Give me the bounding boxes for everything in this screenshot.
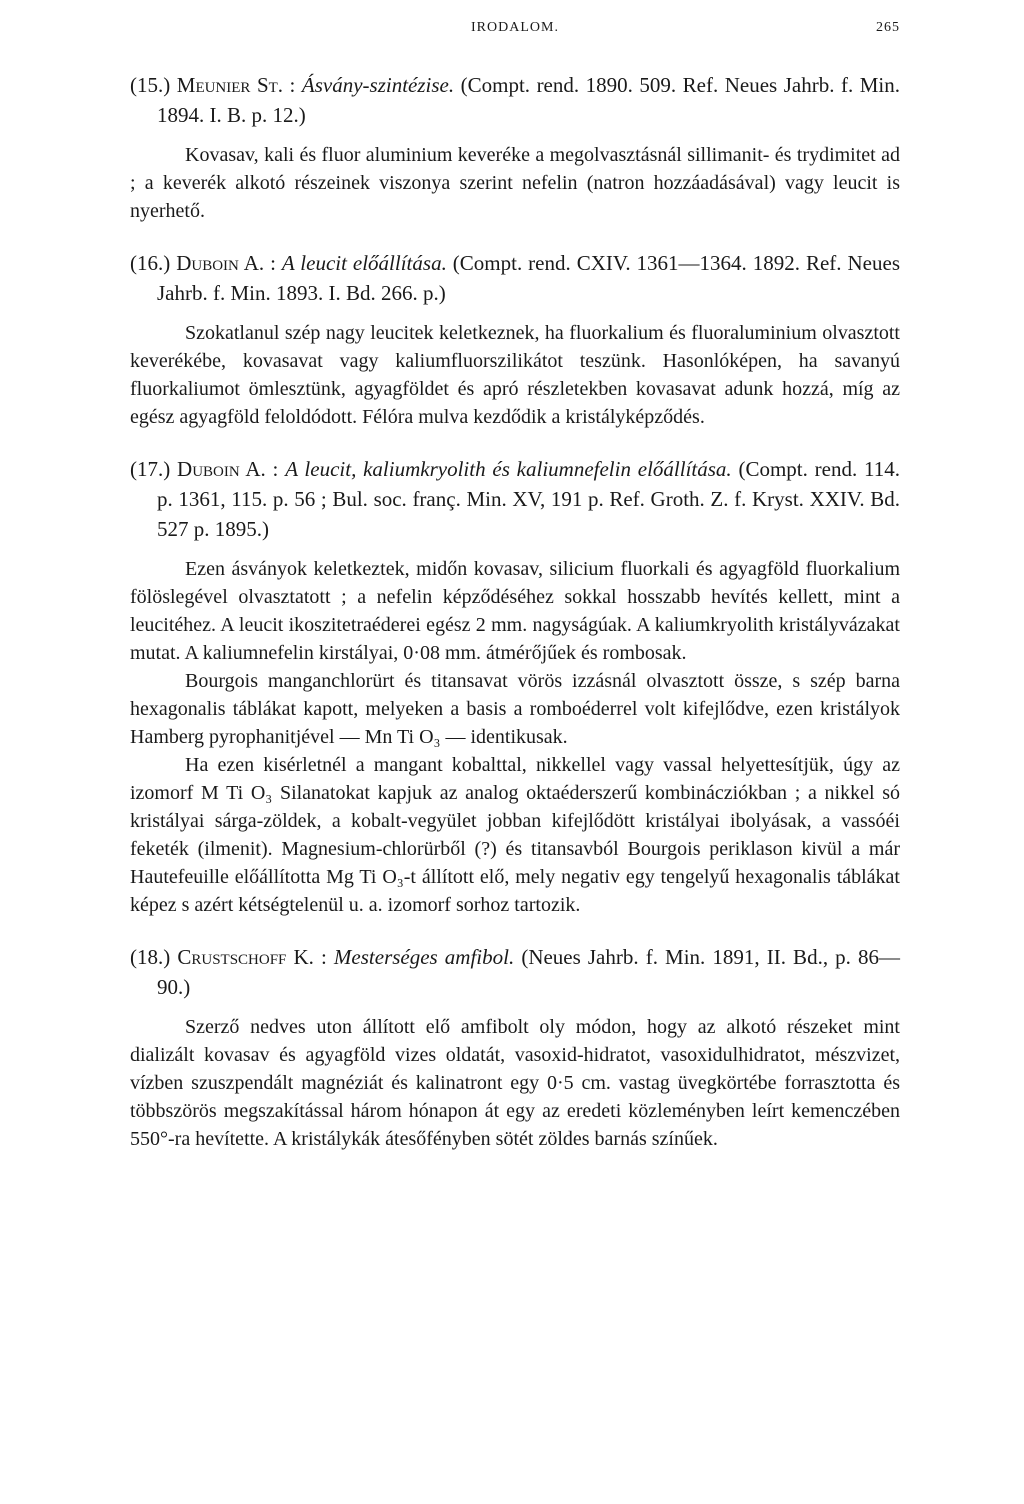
reference-author: Meunier St.: [176, 73, 284, 97]
reference-citation: (Compt. rend. 114. p. 1361, 115. p. 56 ; Bul. soc. franç. Min. XV, 191 p. Ref. Groth. Z. f. Kryst. XXIV. Bd. 527 p. 1895.): [157, 457, 901, 541]
page-number: 265: [876, 20, 900, 35]
reference-number: (16.): [130, 251, 171, 275]
reference-title: A leucit, kaliumkryolith és kaliumnefelin előállítása.: [285, 457, 732, 481]
reference-title: Mesterséges amfibol.: [333, 945, 515, 969]
reference-entry: [130, 454, 900, 919]
reference-number: (17.): [130, 457, 171, 481]
reference-title: Ásvány-szintézise.: [301, 73, 455, 97]
reference-author: Duboin A.: [177, 457, 266, 481]
reference-number: (18.): [130, 945, 171, 969]
running-title: IRODALOM.: [471, 20, 559, 35]
reference-citation: (Compt. rend. CXIV. 1361—1364. 1892. Ref. Neues Jahrb. f. Min. 1893. I. Bd. 266. p.): [157, 251, 900, 305]
reference-entry: [130, 248, 900, 431]
abstract-paragraph: Ezen ásványok keletkeztek, midőn kovasav, silicium fluorkali és agyagföld fluorkalium fölöslegével olvasztatott ; a nefelin képződéséhez sokkal hosszabb hevítés kellett, mint a leucitéhez. A leucit ikoszitetraéderei egész 2 mm. nagyságúak. A kaliumkryolith kristályvázakat mutat. A kaliumnefelin kirstályai, 0·08 mm. átmérőjűek és rombosak.: [130, 558, 900, 664]
reference-author: Duboin A.: [176, 251, 265, 275]
reference-title: A leucit előállítása.: [281, 251, 447, 275]
reference-heading: (16.) Duboin A. : A leucit előállítása. (Compt. rend. CXIV. 1361—1364. 1892. Ref. Neues Jahrb. f. Min. 1893. I. Bd. 266. p.): [130, 251, 900, 305]
abstract-paragraph: Szokatlanul szép nagy leucitek keletkeznek, ha fluorkalium és fluoraluminium olvasztott keverékébe, kovasavat vagy kaliumfluorszilikátot teszünk. Hasonlóképen, ha savanyú fluorkaliumot ömlesztünk, agyagföldet és apró részletekben kovasavat adunk hozzá, míg az egész agyagföld feloldódott. Félóra mulva kezdődik a kristályképződés.: [130, 322, 900, 428]
running-head: [130, 20, 900, 44]
abstract-paragraph: Ha ezen kisérletnél a mangant kobalttal, nikkellel vagy vassal helyettesítjük, úgy az izomorf M Ti O₃ Silanatokat kapjuk az analog oktaéderszerű kombinácziókban ; a nikkel só kristályai sárga-zöldek, a kobalt-vegyület jobban kifejlődött kristályai ibolyásak, a vassóéi feketék (ilmenit). Magnesium-chlorürből (?) és titansavból Bourgois periklason kivül a már Hautefeuille előállította Mg Ti O₃-t állított elő, mely negativ egy tengelyű hexagonalis táblákat képez s azért kétségtelenül u. a. izomorf sorhoz tartozik.: [130, 754, 900, 916]
reference-heading: (17.) Duboin A. : A leucit, kaliumkryolith és kaliumnefelin előállítása. (Compt. rend. 114. p. 1361, 115. p. 56 ; Bul. soc. franç. Min. XV, 191 p. Ref. Groth. Z. f. Kryst. XXIV. Bd. 527 p. 1895.): [130, 457, 901, 541]
reference-author: Crustschoff K.: [177, 945, 314, 969]
reference-citation: (Neues Jahrb. f. Min. 1891, II. Bd., p. 86—90.): [157, 945, 900, 999]
reference-citation: (Compt. rend. 1890. 509. Ref. Neues Jahrb. f. Min. 1894. I. B. p. 12.): [157, 73, 900, 127]
abstract-paragraph: Kovasav, kali és fluor aluminium keveréke a megolvasztásnál sillimanit- és trydimitet ad ; a keverék alkotó részeinek viszonya szerint nefelin (natron hozzáadásával) vagy leucit is nyerhető.: [130, 144, 900, 222]
reference-entry: [130, 70, 900, 225]
reference-number: (15.): [130, 73, 171, 97]
reference-heading: (15.) Meunier St. : Ásvány-szintézise. (Compt. rend. 1890. 509. Ref. Neues Jahrb. f. Min. 1894. I. B. p. 12.): [130, 73, 900, 127]
body-text: [130, 70, 900, 1176]
abstract-paragraph: Bourgois manganchlorürt és titansavat vörös izzásnál olvasztott össze, s szép barna hexagonalis táblákat kapott, melyeken a basis a romboéderrel volt kifejlődve, ezen kristályok Hamberg pyrophanitjével — Mn Ti O₃ — identikusak.: [130, 670, 900, 748]
reference-heading: (18.) Crustschoff K. : Mesterséges amfibol. (Neues Jahrb. f. Min. 1891, II. Bd., p. 86—90.): [130, 945, 900, 999]
reference-entry: [130, 942, 900, 1153]
abstract-paragraph: Szerző nedves uton állított elő amfibolt oly módon, hogy az alkotó részeket mint dializált kovasav és agyagföld vizes oldatát, vasoxid-hidratot, vasoxidulhidratot, mészvizet, vízben szuszpendált magnéziát és kalinatront egy 0·5 cm. vastag üvegkörtébe forrasztotta és többszörös megszakítással három hónapon át egy az eredeti közleményben leírt kemenczében 550°-ra hevítette. A kristálykák átesőfényben sötét zöldes barnás színűek.: [130, 1016, 900, 1150]
